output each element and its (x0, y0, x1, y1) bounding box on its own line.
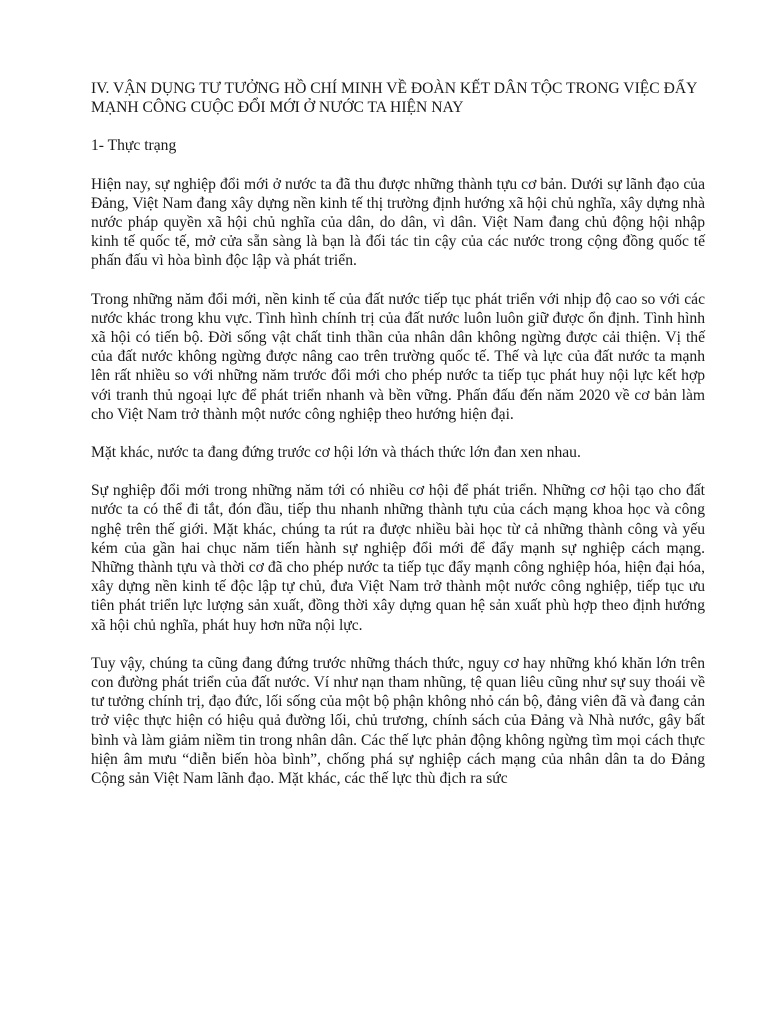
page-title: IV. VẬN DỤNG TƯ TƯỞNG HỒ CHÍ MINH VỀ ĐOÀN KẾT DÂN TỘC TRONG VIỆC ĐẨY MẠNH CÔNG CUỘC ĐỔI MỚI Ở NƯỚC TA HIỆN NAY (91, 80, 697, 117)
paragraph-3: Mặt khác, nước ta đang đứng trước cơ hội lớn và thách thức lớn đan xen nhau. (91, 444, 581, 462)
paragraph-4: Sự nghiệp đổi mới trong những năm tới có nhiều cơ hội để phát triển. Những cơ hội tạo cho đất nước ta có thể đi tắt, đón đầu, tiếp thu nhanh những thành tựu của cách mạng khoa học và công nghệ trên thế giới. Mặt khác, chúng ta rút ra được nhiều bài học từ cả những thành công và yếu kém của gần hai chục năm tiến hành sự nghiệp đổi mới để đẩy mạnh sự nghiệp cách mạng. Những thành tựu và thời cơ đã cho phép nước ta tiếp tục đẩy mạnh công nghiệp hóa, hiện đại hóa, xây dựng nền kinh tế độc lập tự chủ, đưa Việt Nam trở thành một nước công nghiệp, tiếp tục ưu tiên phát triển lực lượng sản xuất, đồng thời xây dựng quan hệ sản xuất phù hợp theo định hướng xã hội chủ nghĩa, phát huy hơn nữa nội lực. (91, 482, 705, 634)
paragraph-5: Tuy vậy, chúng ta cũng đang đứng trước những thách thức, nguy cơ hay những khó khăn lớn trên con đường phát triển của đất nước. Ví như nạn tham nhũng, tệ quan liêu cũng như sự suy thoái về tư tưởng chính trị, đạo đức, lối sống của một bộ phận không nhỏ cán bộ, đảng viên đã và đang cản trở việc thực hiện có hiệu quả đường lối, chủ trương, chính sách của Đảng và Nhà nước, gây bất bình và làm giảm niềm tin trong nhân dân. Các thế lực phản động không ngừng tìm mọi cách thực hiện âm mưu “diễn biến hòa bình”, chống phá sự nghiệp cách mạng của nhân dân ta do Đảng Cộng sản Việt Nam lãnh đạo. Mặt khác, các thế lực thù địch ra sức (91, 654, 705, 788)
paragraph-2: Trong những năm đổi mới, nền kinh tế của đất nước tiếp tục phát triển với nhịp độ cao so với các nước khác trong khu vực. Tình hình chính trị của đất nước luôn luôn giữ được ổn định. Tình hình xã hội có tiến bộ. Đời sống vật chất tinh thần của nhân dân không ngừng được cải thiện. Vị thế của đất nước không ngừng được nâng cao trên trường quốc tế. Thế và lực của đất nước ta mạnh lên rất nhiều so với những năm trước đổi mới cho phép nước ta tiếp tục phát huy nội lực kết hợp với tranh thủ ngoại lực để phát triển nhanh và bền vững. Phấn đấu đến năm 2020 về cơ bản làm cho Việt Nam trở thành một nước công nghiệp theo hướng hiện đại. (91, 290, 705, 423)
paragraph-1: Hiện nay, sự nghiệp đổi mới ở nước ta đã thu được những thành tựu cơ bản. Dưới sự lãnh đạo của Đảng, Việt Nam đang xây dựng nền kinh tế thị trường định hướng xã hội chủ nghĩa, xây dựng nhà nước pháp quyền xã hội chủ nghĩa của dân, do dân, vì dân. Việt Nam đang chủ động hội nhập kinh tế quốc tế, mở cửa sẵn sàng là bạn là đối tác tin cậy của các nước trong cộng đồng quốc tế phấn đấu vì hòa bình độc lập và phát triển. (91, 175, 705, 270)
section-title: 1- Thực trạng (91, 137, 177, 155)
document-body (91, 79, 705, 807)
